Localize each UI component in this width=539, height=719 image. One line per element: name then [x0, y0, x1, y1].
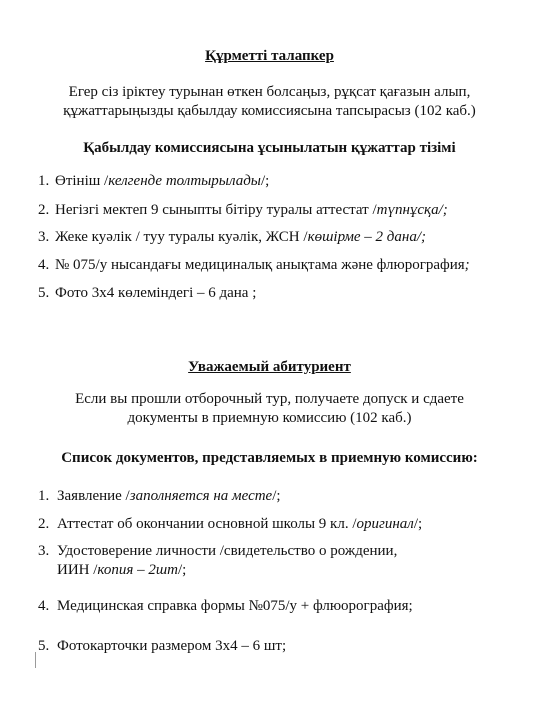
- kz-intro-line1: Егер сіз іріктеу турынан өткен болсаңыз, рұқсат қағазын алып,: [68, 84, 471, 100]
- kz-list-item-2: [38, 201, 518, 220]
- ru-item-3-line2-em: копия – 2шт: [97, 562, 178, 578]
- ru-item-3-line2-tail: /;: [178, 562, 187, 578]
- kz-item-5-text: Фото 3х4 көлеміндегі – 6 дана ;: [55, 285, 257, 301]
- kz-title: Құрметті талапкер: [205, 48, 334, 64]
- ru-item-4-num: 4.: [38, 598, 50, 614]
- ru-item-3-line2-text: ИИН /: [57, 562, 98, 578]
- ru-list-item-2: [38, 515, 518, 534]
- ru-item-3-line2: [38, 561, 518, 580]
- ru-item-1-tail: /;: [272, 488, 281, 504]
- ru-intro: [40, 390, 499, 428]
- kz-item-3-num: 3.: [38, 229, 50, 245]
- kz-item-1-num: 1.: [38, 173, 50, 189]
- ru-item-3-num: 3.: [38, 543, 50, 559]
- kz-item-2-em: түпнұсқа/;: [376, 202, 448, 218]
- kz-item-3-em: көшірме – 2 дана/;: [307, 229, 426, 245]
- ru-item-2-tail: /;: [413, 516, 423, 532]
- kz-item-1-em: келгенде толтырылады: [108, 173, 261, 189]
- ru-item-1-num: 1.: [38, 488, 50, 504]
- ru-list-heading: Список документов, представляемых в приемную комиссию:: [61, 450, 478, 466]
- kz-intro: [40, 83, 499, 121]
- kz-item-5-num: 5.: [38, 285, 50, 301]
- ru-item-2-em: оригинал: [356, 516, 414, 532]
- kz-item-4-text: № 075/у нысандағы медициналық анықтама және флюрография: [55, 257, 465, 273]
- ru-item-5-text: Фотокарточки размером 3х4 – 6 шт;: [57, 638, 287, 654]
- ru-title: Уважаемый абитуриент: [188, 359, 351, 375]
- kz-item-4-em: ;: [464, 257, 470, 273]
- kz-list-item-4: [38, 256, 518, 275]
- ru-item-1-em: заполняется на месте: [129, 488, 273, 504]
- ru-item-4-text: Медицинская справка формы №075/у + флюорография;: [57, 598, 413, 614]
- ru-item-5-num: 5.: [38, 638, 50, 654]
- kz-list-item-3: [38, 228, 518, 247]
- kz-item-2-text: Негізгі мектеп 9 сыныпты бітіру туралы аттестат /: [55, 202, 377, 218]
- ru-list-item-3: [38, 542, 518, 580]
- kz-list-item-5: [38, 284, 518, 303]
- ru-list-item-1: [38, 487, 518, 506]
- ru-item-1-text: Заявление /: [57, 488, 130, 504]
- ru-item-3-text: Удостоверение личности /свидетельство о рождении,: [57, 543, 398, 559]
- ru-item-2-num: 2.: [38, 516, 50, 532]
- kz-item-3-text: Жеке куәлік / туу туралы куәлік, ЖСН /: [55, 229, 308, 245]
- kz-item-2-num: 2.: [38, 202, 50, 218]
- kz-intro-line2: құжаттарыңызды қабылдау комиссиясына тапсырасыз (102 каб.): [63, 103, 476, 119]
- ru-intro-line1: Если вы прошли отборочный тур, получаете допуск и сдаете: [75, 391, 464, 407]
- kz-item-1-text: Өтініш /: [55, 173, 109, 189]
- kz-item-4-num: 4.: [38, 257, 50, 273]
- kz-list-item-1: [38, 172, 518, 191]
- ru-list-item-4: [38, 597, 518, 616]
- ru-list-item-5: [38, 637, 518, 656]
- kz-list-heading: Қабылдау комиссиясына ұсынылатын құжаттар тізімі: [83, 140, 456, 156]
- ru-item-2-text: Аттестат об окончании основной школы 9 кл. /: [57, 516, 357, 532]
- kz-item-1-tail: /;: [260, 173, 270, 189]
- text-cursor: [35, 652, 36, 668]
- ru-intro-line2: документы в приемную комиссию (102 каб.): [127, 410, 412, 426]
